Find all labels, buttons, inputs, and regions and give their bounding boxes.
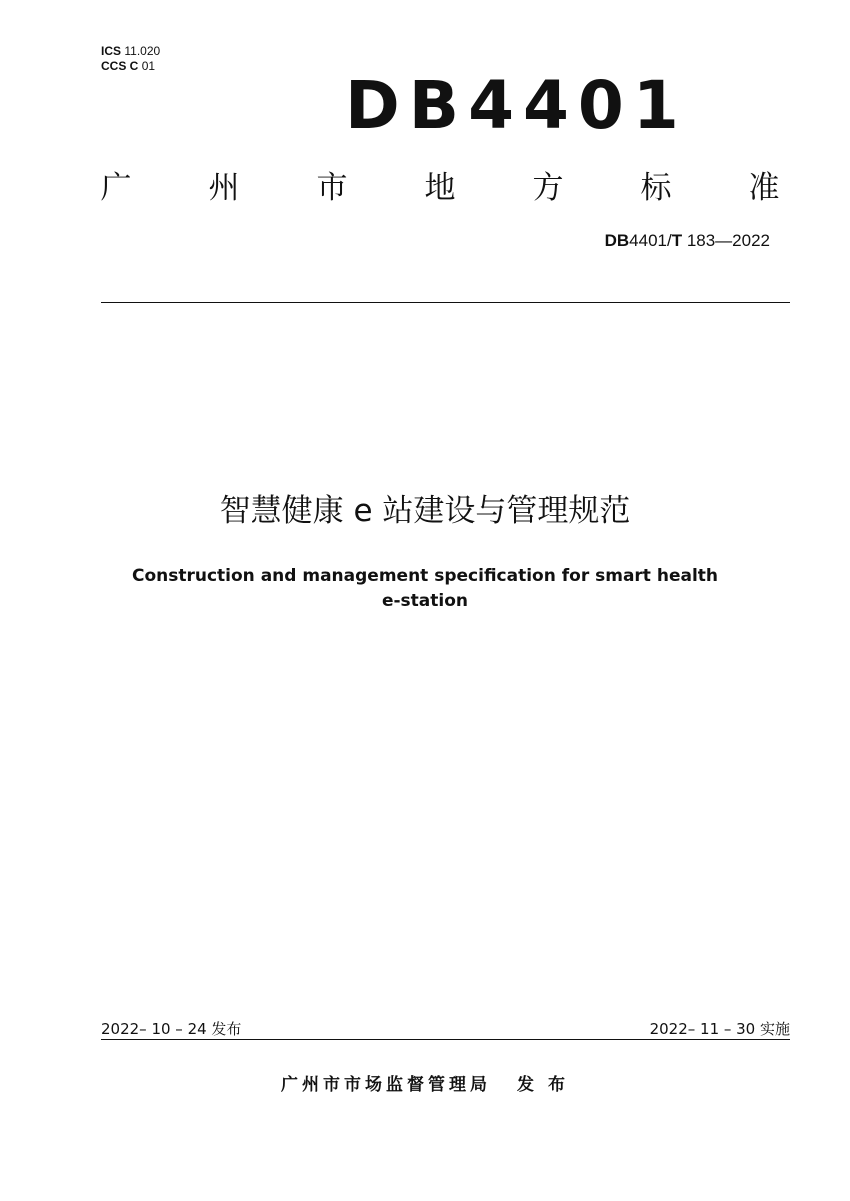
doc-number-suffix: 183—2022	[682, 231, 770, 250]
standard-type-char: 标	[640, 170, 672, 206]
ics-value: 11.020	[124, 44, 161, 58]
doc-number-t: T	[671, 231, 683, 250]
header-divider	[101, 302, 790, 303]
standard-type-char: 州	[208, 170, 240, 206]
standard-type	[100, 168, 780, 208]
issue-date: 2022– 10 – 24 发布	[101, 1020, 242, 1038]
ics-line	[101, 44, 160, 59]
title-english	[80, 564, 770, 614]
title-english-line1: Construction and management specification for smart health	[131, 566, 719, 586]
standard-code: DB4401	[345, 67, 688, 144]
title-chinese: 智慧健康 e 站建设与管理规范	[219, 493, 631, 529]
publish-label: 发 布	[517, 1075, 569, 1095]
footer-divider	[101, 1039, 790, 1040]
doc-number-prefix: DB	[604, 231, 630, 250]
doc-number-mid: 4401/	[629, 231, 672, 250]
standard-type-char: 市	[316, 170, 348, 206]
ics-label: ICS	[101, 44, 122, 58]
standard-type-char: 方	[532, 170, 564, 206]
title-english-line2: e-station	[381, 591, 469, 611]
implementation-date: 2022– 11 – 30 实施	[649, 1020, 790, 1038]
standard-type-char: 准	[748, 170, 780, 206]
publisher-line	[0, 1073, 850, 1097]
ccs-value: 01	[141, 59, 156, 73]
standard-type-char: 广	[100, 170, 132, 206]
document-number	[605, 230, 770, 252]
ccs-label: CCS C	[101, 59, 139, 73]
publisher-name: 广州市市场监督管理局	[281, 1075, 492, 1095]
ccs-line	[101, 59, 160, 74]
classification-codes	[101, 44, 160, 74]
standard-type-char: 地	[424, 170, 456, 206]
